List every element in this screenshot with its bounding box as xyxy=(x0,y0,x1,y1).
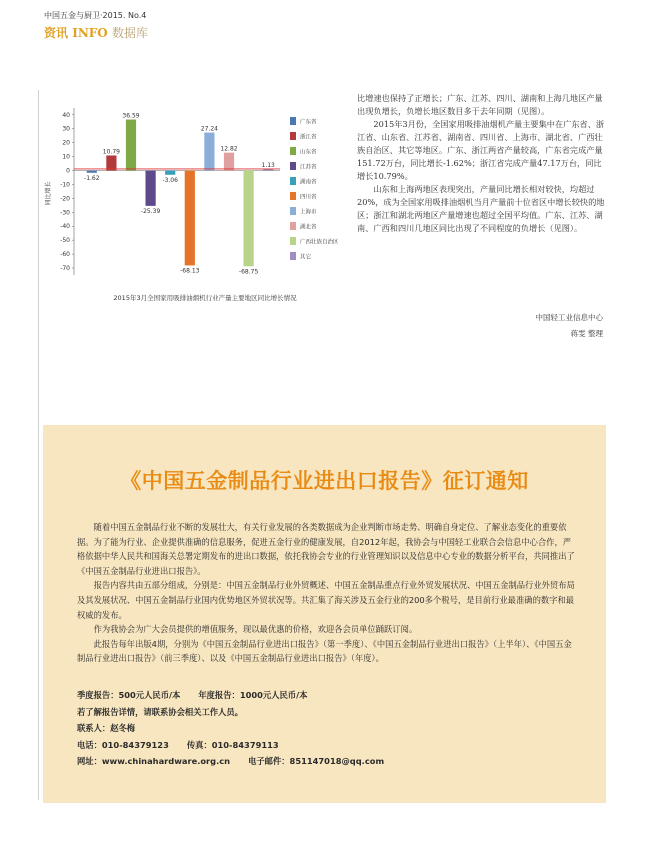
legend-entry: 其它 xyxy=(300,254,312,261)
bar-value-label: 1.13 xyxy=(261,161,275,169)
section-title xyxy=(44,24,148,41)
y-tick-label: 20 xyxy=(62,139,70,147)
bar-4 xyxy=(165,171,175,175)
bar-value-label: 10.79 xyxy=(102,148,120,156)
notice-paragraph-2: 报告内容共由五部分组成，分别是：中国五金制品行业外贸概述、中国五金制品重点行业外贸发展状况、中国五金制品行业外贸布局及其发展状况、中国五金制品行业国内优势地区外贸状况等。共汇集了海关涉及五金行业的200多个税号，是目前行业最准确的数字和最权威的发布。 xyxy=(77,580,575,620)
y-tick-label: 0 xyxy=(66,167,70,175)
y-tick-label: -10 xyxy=(60,181,70,189)
legend-entry: 山东省 xyxy=(300,149,317,156)
bar-8 xyxy=(244,171,254,267)
legend-entry: 四川省 xyxy=(300,194,317,201)
website-link[interactable]: 网址：www.chinahardware.org.cn xyxy=(77,756,231,766)
notice-paragraph-1: 随着中国五金制品行业不断的发展壮大，有关行业发展的各类数据成为企业判断市场走势、明确自身定位、了解业态变化的重要依据。为了能为行业、企业提供准确的信息服务，促进五金行业的健康发展，自2012年起，我协会与中国轻工业联合会信息中心合作，严格依据中华人民共和国海关总署定期发布的进出口数据，依托我协会专业的行业管理知识以及信息中心专业的数据分析平台，共同推出了《中国五金制品行业进出口报告》。 xyxy=(77,522,575,576)
bar-1 xyxy=(106,155,116,170)
price-quarter: 季度报告：500元人民币/本 xyxy=(77,690,181,700)
notice-paragraph-4: 此报告每年出版4期，分别为《中国五金制品行业进出口报告》（第一季度）、《中国五金制品行业进出口报告》（上半年）、《中国五金制品行业进出口报告》（前三季度）、以及《中国五金制品行业进出口报告》（年度）。 xyxy=(77,638,572,664)
section-title-cn: 资讯 xyxy=(44,26,69,40)
legend-swatch xyxy=(290,162,296,170)
subscription-notice xyxy=(43,425,606,803)
bar-value-label: -68.75 xyxy=(238,268,259,276)
bar-2 xyxy=(126,120,136,171)
legend-entry: 广东省 xyxy=(300,119,317,126)
bar-chart-svg xyxy=(42,90,352,290)
chart-caption: 2015年3月全国家用吸排油烟机行业产量主要地区同比增长情况 xyxy=(113,294,297,302)
magazine-header: 中国五金与厨卫·2015. No.4 xyxy=(44,11,147,20)
bar-value-label: 27.24 xyxy=(200,125,218,133)
y-tick-label: -30 xyxy=(60,209,70,217)
article-editor: 蒋雯 整理 xyxy=(570,329,603,338)
legend-swatch xyxy=(290,147,296,155)
y-tick-label: -70 xyxy=(60,265,70,273)
article-paragraph-1: 比增速也保持了正增长；广东、江苏、四川、湖南和上海几地区产量出现负增长，负增长地区数目多于去年同期（见图）。 xyxy=(357,93,603,116)
article-paragraph-2: 2015年3月份，全国家用吸排油烟机产量主要集中在广东省、浙江省、山东省、江苏省、湖南省、四川省、上海市、湖北省、广西壮族自治区、其它等地区。广东、浙江两省产量较高，广东省完成产量151.72万台，同比增长-1.62%；浙江省完成产量47.17万台，同比增长10.79%。 xyxy=(357,119,605,181)
legend-entry: 湖北省 xyxy=(300,224,317,231)
bar-value-label: -1.62 xyxy=(84,174,100,182)
bar-value-label: -68.13 xyxy=(180,267,200,275)
bar-value-label: 12.82 xyxy=(220,145,238,153)
bar-value-label: 36.59 xyxy=(122,112,140,120)
y-axis-label: 同比增长 xyxy=(45,181,52,206)
phone-fax-line xyxy=(77,737,577,754)
legend-swatch xyxy=(290,177,296,185)
bar-0 xyxy=(87,171,97,173)
web-email-line xyxy=(77,753,577,770)
article-source: 中国轻工业信息中心 xyxy=(535,313,603,322)
contact-person: 联系人：赵冬梅 xyxy=(77,723,136,733)
legend-entry: 浙江省 xyxy=(300,134,317,141)
legend-swatch xyxy=(290,192,296,200)
legend-entry: 上海市 xyxy=(300,209,317,216)
left-margin-rule xyxy=(38,90,39,800)
bar-value-label: -25.39 xyxy=(140,207,161,215)
bar-3 xyxy=(146,171,156,206)
legend-entry: 江苏省 xyxy=(300,164,317,171)
y-tick-label: 10 xyxy=(62,153,70,161)
legend-swatch xyxy=(290,117,296,125)
legend-swatch xyxy=(290,237,296,245)
y-tick-label: -40 xyxy=(60,223,70,231)
section-title-sub: 数据库 xyxy=(111,26,148,40)
price-line xyxy=(77,687,577,704)
notice-title: 《中国五金制品行业进出口报告》征订通知 xyxy=(120,469,529,493)
y-tick-label: -50 xyxy=(60,237,70,245)
details-line: 若了解报告详情，请联系协会相关工作人员。 xyxy=(77,706,243,717)
notice-paragraph-3: 作为我协会为广大会员提供的增值服务，现以最优惠的价格，欢迎各会员单位踊跃订阅。 xyxy=(93,624,418,635)
y-tick-label: 30 xyxy=(62,125,70,133)
bar-7 xyxy=(224,153,234,171)
price-year: 年度报告：1000元人民币/本 xyxy=(198,690,308,700)
bar-value-label: -3.06 xyxy=(162,176,178,184)
y-tick-label: -20 xyxy=(60,195,70,203)
legend-entry: 广西壮族自治区 xyxy=(300,239,339,246)
email-link[interactable]: 电子邮件：851147018@qq.com xyxy=(248,756,385,766)
phone: 电话：010-84379123 xyxy=(77,739,169,750)
y-tick-label: -60 xyxy=(60,251,70,259)
legend-swatch xyxy=(290,207,296,215)
legend-swatch xyxy=(290,222,296,230)
legend-swatch xyxy=(290,132,296,140)
section-title-en: INFO xyxy=(72,26,108,40)
notice-contact xyxy=(77,687,577,770)
y-tick-label: 40 xyxy=(62,111,70,119)
article-signature xyxy=(536,310,604,342)
bar-6 xyxy=(204,133,214,171)
bar-5 xyxy=(185,171,195,266)
legend-swatch xyxy=(290,252,296,260)
notice-body xyxy=(77,520,577,666)
legend-entry: 湖南省 xyxy=(300,179,317,186)
article-text xyxy=(357,92,607,235)
fax: 传真：010-84379113 xyxy=(186,739,279,750)
article-paragraph-3: 山东和上海两地区表现突出，产量同比增长相对较快，均超过20%，成为全国家用吸排油烟机当月产量前十位省区中增长较快的地区；浙江和湖北两地区产量增速也超过全国平均值。广东、江苏、湖南、广西和四川几地区同比出现了不同程度的负增长（见图）。 xyxy=(357,184,605,233)
